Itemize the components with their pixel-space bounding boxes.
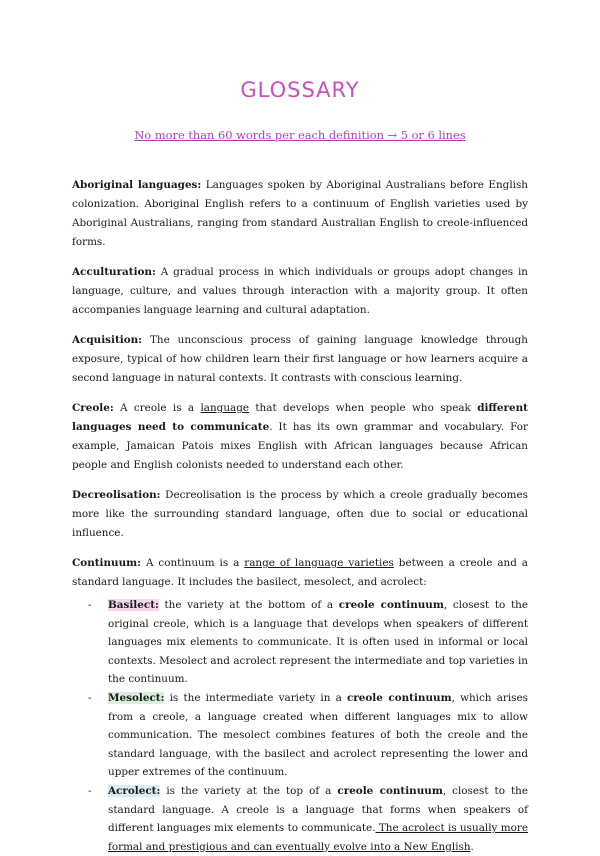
entry-decreolisation <box>72 486 528 543</box>
entry-underlined-text: range of language varieties <box>244 557 394 569</box>
level-bold-text: creole continuum <box>337 784 443 797</box>
level-term-highlight: Acrolect: <box>108 784 161 797</box>
entry-text: . It has its own grammar and vocabulary. For example, Jamaican Patois mixes English with African languages because African people and English colonists needed to understand each other. <box>72 421 528 471</box>
level-text: , which arises from a creole, a language created when different languages mix to allow communication. The mesolect combines features of both the creole and the standard language, with the basilect and acrolect representing the lower and upper extremes of the continuum. <box>108 691 528 779</box>
entry-continuum <box>72 554 528 592</box>
list-dash: - <box>88 784 92 797</box>
list-dash: - <box>88 599 92 611</box>
level-bold-text: creole continuum <box>346 691 452 704</box>
entry-text: Languages spoken by Aboriginal Australians before English colonization. Aboriginal English refers to a continuum of English varieties used by Aboriginal Australians, ranging from standard Australian English to creole-influenced forms. <box>72 179 528 248</box>
entry-acquisition <box>72 331 528 388</box>
entry-creole <box>72 399 528 475</box>
entry-text: The unconscious process of gaining language knowledge through exposure, typical of how children learn their first language or how learners acquire a second language in natural contexts. It contrasts with conscious learning. <box>72 334 528 384</box>
continuum-levels-list <box>72 596 528 856</box>
entry-acculturation <box>72 263 528 320</box>
page-title: GLOSSARY <box>240 78 360 102</box>
entry-term: Creole: <box>72 402 114 414</box>
entry-text: A continuum is a <box>141 557 245 569</box>
level-text: is the intermediate variety in a <box>164 691 347 704</box>
level-text: . <box>470 840 474 853</box>
glossary-body <box>72 176 528 856</box>
entry-text: that develops when people who speak <box>249 402 478 414</box>
list-dash: - <box>88 691 92 704</box>
entry-aboriginal-languages <box>72 176 528 252</box>
entry-underlined-text: language <box>200 402 250 414</box>
entry-term: Continuum: <box>72 557 141 569</box>
entry-term: Acquisition: <box>72 334 143 346</box>
level-term-highlight: Mesolect: <box>108 691 165 704</box>
entry-text: between a creole and a standard language. It includes the basilect, mesolect, and acrolect: <box>72 557 528 588</box>
entry-term: Decreolisation: <box>72 489 161 501</box>
entry-text: A gradual process in which individuals or groups adopt changes in language, culture, and values through interaction with a majority group. It often accompanies language learning and cultural adaptation. <box>72 266 528 316</box>
list-item-basilect <box>72 596 528 689</box>
entry-text: Decreolisation is the process by which a creole gradually becomes more like the surrounding standard language, often due to social or educational influence. <box>72 489 528 539</box>
level-text: is the variety at the top of a <box>160 784 338 797</box>
level-term-highlight: Basilect: <box>108 599 159 611</box>
list-item-mesolect <box>72 689 528 782</box>
level-text: , closest to the standard language. A creole is a language that forms when speakers of different languages mix elements to communicate. <box>108 784 529 835</box>
level-text: the variety at the bottom of a <box>158 599 339 611</box>
level-bold-text: creole continuum <box>338 599 444 611</box>
entry-text: A creole is a <box>113 402 201 414</box>
entry-bold-text: different languages need to communicate <box>72 402 528 433</box>
list-item-acrolect <box>72 782 528 856</box>
level-text: , closest to the original creole, which is a language that develops when speakers of different languages mix elements to communicate. It is often used in informal or local contexts. Mesolect and acrolect represent the intermediate and top varieties in the continuum. <box>108 599 528 686</box>
entry-term: Acculturation: <box>72 266 156 278</box>
entry-term: Aboriginal languages: <box>72 179 202 191</box>
level-underlined-text: The acrolect is usually more formal and prestigious and can eventually evolve into a New English <box>108 822 528 853</box>
page-subtitle: No more than 60 words per each definition → 5 or 6 lines <box>134 128 466 142</box>
